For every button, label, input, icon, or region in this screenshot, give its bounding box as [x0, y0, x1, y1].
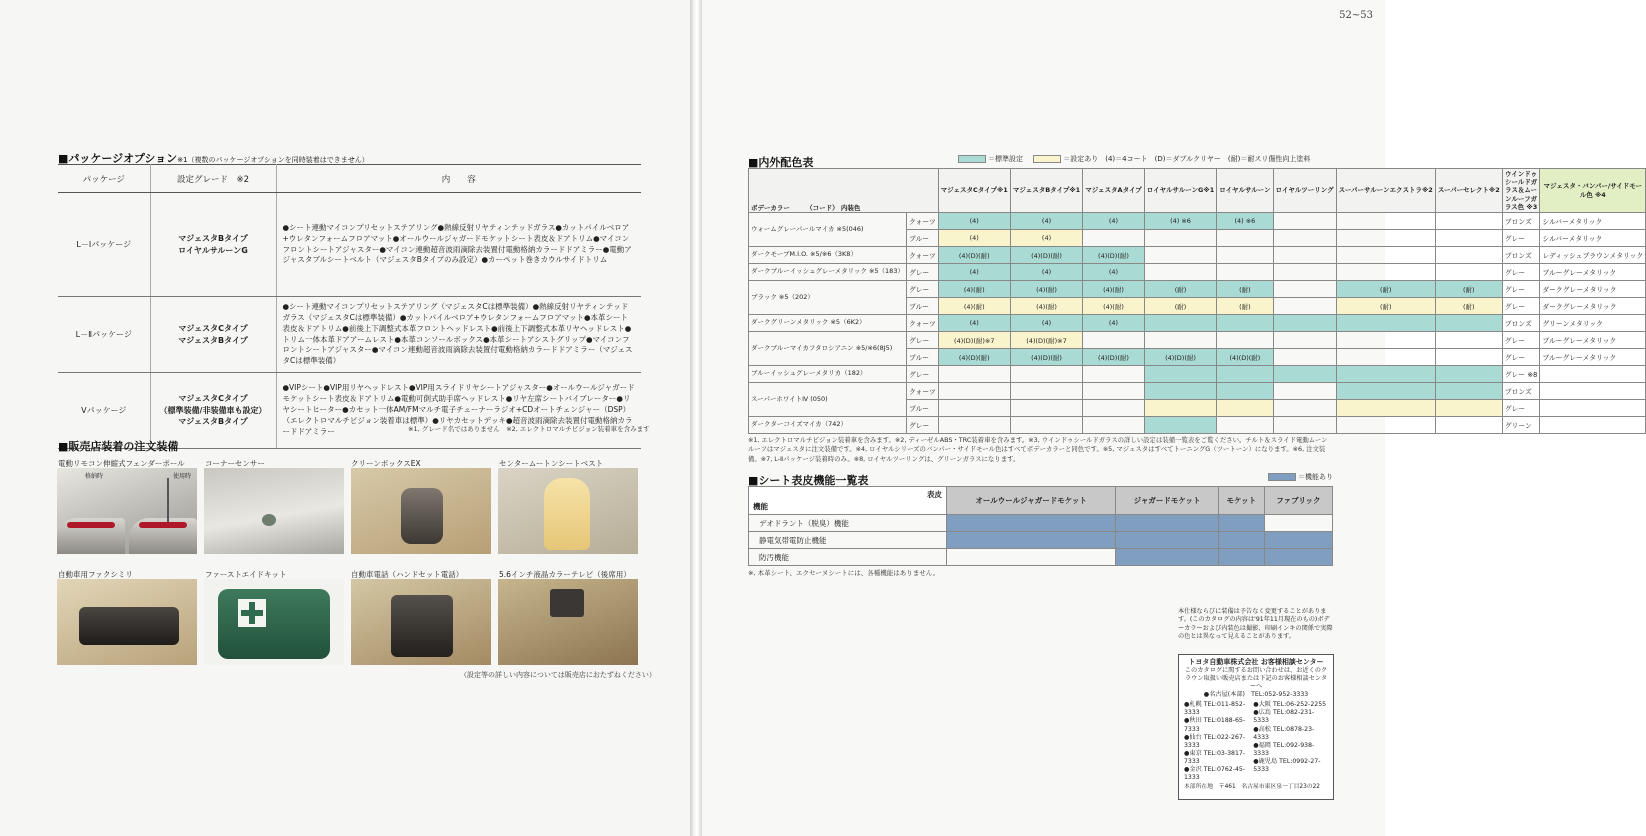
grade-cell: (4)(D)(耐) [938, 349, 1010, 366]
notice-text: 本仕様ならびに装備は予告なく変更することがあります。(このカタログの内容は'91年11月現在のもの)ボデーカラーおよび内装色は撮影、印刷インキの関係で実際の色とは異なって見えることがあります。 [1178, 608, 1333, 641]
package-name: Vパッケージ [58, 373, 150, 449]
package-header-grade: 設定グレード ※2 [150, 165, 276, 193]
legend-available-swatch [1033, 155, 1061, 163]
color-table-title: ■内外配色表 [748, 156, 814, 169]
seat-function-table [748, 486, 1333, 566]
body-color-name: ウォームグレーパールマイカ ※5(046) [749, 213, 907, 247]
seat-corner-bottom: 機能 [753, 502, 768, 511]
grade-cell: (耐) [1435, 281, 1502, 298]
grade-cell [1010, 417, 1082, 434]
grade-cell [1010, 383, 1082, 400]
grade-cell [1273, 298, 1336, 315]
color-row [749, 315, 1646, 332]
grade-cell [1217, 230, 1273, 247]
grade-cell: (4)(耐) [938, 281, 1010, 298]
page-gutter [690, 0, 702, 836]
grade-cell [1336, 417, 1435, 434]
interior-color: クォーツ [906, 315, 938, 332]
grade-cell: (4)(D)(耐) [1010, 247, 1082, 264]
seat-function-name: 防汚機能 [749, 549, 947, 566]
grade-cell [1144, 417, 1216, 434]
grade-cell: (4)(耐) [1010, 281, 1082, 298]
grade-header: ロイヤルサルーン [1217, 169, 1273, 213]
grade-cell [1217, 366, 1273, 383]
seat-legend [1268, 472, 1333, 482]
grade-cell: (4)(D)(耐)※7 [938, 332, 1010, 349]
glass-color-cell: ブロンズ [1502, 383, 1540, 400]
seat-vest-photo [498, 468, 638, 554]
color-row [749, 366, 1646, 383]
color-body-header: ボデーカラー （コード） [751, 203, 839, 212]
grade-cell: (4)(耐) [1083, 281, 1145, 298]
color-inner-header: 内装色 [840, 203, 861, 212]
grade-cell [1273, 315, 1336, 332]
grade-cell [1336, 332, 1435, 349]
function-yes-cell [1264, 549, 1332, 566]
interior-color: グレー [906, 281, 938, 298]
color-combination-table [748, 168, 1646, 434]
grade-cell [1083, 383, 1145, 400]
grade-cell: (耐) [1336, 298, 1435, 315]
office-phone: ●高松 TEL:0878-23-4333 [1253, 725, 1315, 741]
color-corner-header [749, 169, 939, 213]
grade-cell [1217, 264, 1273, 281]
glass-color-cell: ブロンズ [1502, 247, 1540, 264]
corner-sensor-photo [204, 468, 344, 554]
color-row [749, 417, 1646, 434]
grade-cell [1435, 383, 1502, 400]
office-phone: ●福岡 TEL:092-938-3333 [1253, 741, 1315, 757]
grade-cell [1336, 264, 1435, 281]
interior-color: ブルー [906, 230, 938, 247]
interior-color: クォーツ [906, 247, 938, 264]
grade-cell [1435, 366, 1502, 383]
grade-cell [1144, 264, 1216, 281]
office-phone: ●大阪 TEL:06-252-2255 [1253, 701, 1327, 709]
grade-cell [1336, 213, 1435, 230]
glass-color-cell: グレー ※8 [1502, 366, 1540, 383]
color-row [749, 281, 1646, 298]
grade-cell: (耐) [1217, 298, 1273, 315]
seat-function-name: 静電気帯電防止機能 [749, 532, 947, 549]
legend-standard-text: ＝標準設定 [988, 155, 1023, 163]
body-color-name: スーパーホワイトⅣ (050) [749, 383, 907, 417]
grade-cell: (4) [1083, 213, 1145, 230]
office-phone: ●秋田 TEL:0188-65-7333 [1184, 717, 1246, 733]
first-aid-kit-photo [204, 579, 344, 665]
body-color-name: ダークターコイズマイカ（742） [749, 417, 907, 434]
body-color-name: ダークブルーイッシュグレーメタリック ※5（183） [749, 264, 907, 281]
main-office: ●名古屋(本部) TEL:052-952-3333 [1203, 691, 1309, 699]
grade-cell [1273, 230, 1336, 247]
glass-color-cell: グレー [1502, 349, 1540, 366]
body-color-name: ダークグリーンメタリック ※5（6K2） [749, 315, 907, 332]
grade-cell [1144, 315, 1216, 332]
grade-cell [1435, 315, 1502, 332]
legend-standard-swatch [958, 155, 986, 163]
grade-cell [1217, 417, 1273, 434]
color-row [749, 264, 1646, 281]
grade-cell [1336, 349, 1435, 366]
office-phone: ●鹿児島 TEL:0992-27-5333 [1253, 757, 1321, 773]
grade-cell [1273, 383, 1336, 400]
car-phone-photo [351, 579, 491, 665]
function-yes-cell [947, 515, 1116, 532]
grade-cell [1144, 366, 1216, 383]
grade-cell [1435, 247, 1502, 264]
grade-cell [1144, 247, 1216, 264]
fabric-header: モケット [1218, 487, 1264, 515]
glass-color-cell: ブロンズ [1502, 315, 1540, 332]
facsimile-photo [57, 579, 197, 665]
grade-cell: (4)(D)(耐) [938, 247, 1010, 264]
grade-cell: (4) [938, 315, 1010, 332]
package-title-note: ※1（複数のパッケージオプションを同時装着はできません） [177, 156, 369, 164]
grade-cell: (4) [1010, 264, 1082, 281]
grade-cell [1217, 383, 1273, 400]
photo-caption: 電動リモコン伸縮式フェンダーポール [58, 459, 185, 468]
grade-cell: (4)(耐) [1083, 298, 1145, 315]
grade-cell [1273, 417, 1336, 434]
seat-legend-text: ＝機能あり [1298, 473, 1333, 481]
function-no-cell [947, 549, 1116, 566]
bumper-color-cell: シルバーメタリック [1540, 213, 1646, 230]
grade-cell [938, 400, 1010, 417]
grade-cell: (4)(D)(耐)※7 [1010, 332, 1082, 349]
grade-cell: (4) [938, 230, 1010, 247]
grade-cell [1273, 349, 1336, 366]
grade-cell [938, 383, 1010, 400]
package-row [58, 297, 641, 373]
grade-cell [1435, 349, 1502, 366]
grade-cell: (4)(D)(耐) [1083, 247, 1145, 264]
seat-corner-top: 表皮 [927, 490, 942, 499]
grade-header: スーパーサルーンエクストラ※2 [1336, 169, 1435, 213]
grade-cell: (4)(耐) [1010, 298, 1082, 315]
grade-cell [1435, 400, 1502, 417]
bumper-color-cell: グリーンメタリック [1540, 315, 1646, 332]
seat-header-row [749, 487, 1333, 515]
interior-color: グレー [906, 366, 938, 383]
interior-color: ブルー [906, 400, 938, 417]
glass-color-header: ウインドゥシールドガラス＆ムーンルーフガラス色 ※3 [1502, 169, 1540, 213]
package-header-content: 内 容 [276, 165, 641, 193]
grade-cell [1144, 383, 1216, 400]
photo-caption: センタームートンシートベスト [499, 459, 604, 468]
seat-function-name: デオドラント（脱臭）機能 [749, 515, 947, 532]
function-yes-cell [947, 532, 1116, 549]
customer-center-text: このカタログに関するお問い合わせは、お近くのクラウン取扱い販売店または下記のお客様相談センターへ [1184, 667, 1328, 691]
office-phone: ●広島 TEL:082-231-5333 [1253, 709, 1315, 725]
interior-color: グレー [906, 417, 938, 434]
photo-caption: 自動車用ファクシミリ [58, 570, 133, 579]
grade-cell [1336, 383, 1435, 400]
grade-cell [1336, 366, 1435, 383]
package-header-package: パッケージ [58, 165, 150, 193]
glass-color-cell: グレー [1502, 400, 1540, 417]
fabric-header: オールウールジャガードモケット [947, 487, 1116, 515]
grade-header: マジェスタBタイプ※1 [1010, 169, 1082, 213]
bumper-color-cell: ダークグレーメタリック [1540, 281, 1646, 298]
rear-tv-photo [498, 579, 638, 665]
color-row [749, 247, 1646, 264]
glass-color-cell: グレー [1502, 264, 1540, 281]
interior-color: グレー [906, 332, 938, 349]
grade-cell [1273, 332, 1336, 349]
grade-cell [1336, 315, 1435, 332]
dealer-footnote: （設定等の詳しい内容については販売店におたずねください） [460, 671, 656, 679]
function-yes-cell [1116, 515, 1218, 532]
grade-cell [1217, 400, 1273, 417]
photo-caption: クリーンボックスEX [351, 459, 421, 468]
grade-cell: (4)(D)(耐) [1083, 349, 1145, 366]
glass-color-cell: グレー [1502, 332, 1540, 349]
grade-cell: (4) [1010, 315, 1082, 332]
grade-cell [1144, 332, 1216, 349]
bumper-color-cell [1540, 400, 1646, 417]
grade-cell [1217, 332, 1273, 349]
body-color-name: ブルーイッシュグレーメタリカ（182） [749, 366, 907, 383]
customer-center-title: トヨタ自動車株式会社 お客様相談センター [1188, 658, 1324, 666]
package-name: L－Ⅰパッケージ [58, 193, 150, 297]
seat-footnote: ※, 本革シート、エクセーヌシートには、各種機能はありません。 [748, 569, 940, 577]
page-number: 52~53 [1339, 10, 1373, 21]
grade-cell [938, 417, 1010, 434]
package-grade: マジェスタCタイプ （標準装備/非装備車も設定） マジェスタBタイプ [150, 373, 276, 449]
bumper-color-cell: ブルーグレーメタリック [1540, 332, 1646, 349]
package-title-text: ■パッケージオプション [58, 152, 178, 165]
grade-cell [1010, 366, 1082, 383]
bumper-color-cell: シルバーメタリック [1540, 230, 1646, 247]
clean-box-photo [351, 468, 491, 554]
glass-color-cell: グレー [1502, 281, 1540, 298]
bumper-color-cell [1540, 417, 1646, 434]
package-grade: マジェスタBタイプ ロイヤルサルーンG [150, 193, 276, 297]
grade-cell [1083, 230, 1145, 247]
office-list-left [1184, 701, 1253, 782]
bumper-color-cell [1540, 366, 1646, 383]
grade-cell [1273, 400, 1336, 417]
grade-cell [1435, 264, 1502, 281]
pole-label: 使用時 [173, 473, 192, 480]
function-no-cell [1264, 515, 1332, 532]
interior-color: ブルー [906, 298, 938, 315]
glass-color-cell: グリーン [1502, 417, 1540, 434]
grade-cell [1273, 281, 1336, 298]
grade-header: ロイヤルツーリング [1273, 169, 1336, 213]
grade-cell: (4)(D)(耐) [1010, 349, 1082, 366]
body-color-name: ブラック ※5（202） [749, 281, 907, 315]
bumper-color-cell: レディッシュブラウンメタリック [1540, 247, 1646, 264]
grade-header: マジェスタCタイプ※1 [938, 169, 1010, 213]
color-row [749, 213, 1646, 230]
grade-cell [1336, 400, 1435, 417]
grade-cell [1435, 417, 1502, 434]
package-name: L－Ⅱパッケージ [58, 297, 150, 373]
grade-cell: (4)(D)(耐) [1144, 349, 1216, 366]
office-phone: ●札幌 TEL:011-852-3333 [1184, 701, 1246, 717]
grade-cell [1435, 213, 1502, 230]
color-row [749, 332, 1646, 349]
bumper-color-cell: ブルーグレーメタリック [1540, 349, 1646, 366]
package-content: ●シート連動マイコンプリセットステアリング●熱線反射リヤティンテッドガラス●カットパイルベロア+ウレタンフォームフロアマット●オールウールジャガードモケットシート表皮＆ドアトリム●マイコンフロントシートアジャスター●マイコン連動超音波雨滴除去装置付電動格納カラードドアミラー●電動アジャスタブルシートベルト（マジェスタBタイプのみ設定）●カーペット巻きカウルサイドトリム [276, 193, 641, 297]
fender-pole-photo [57, 468, 197, 554]
grade-cell [1083, 400, 1145, 417]
photo-caption: コーナーセンサー [205, 459, 265, 468]
bumper-color-header: マジェスタ・バンパー/サイドモール色 ※4 [1540, 169, 1646, 213]
office-phone: ●仙台 TEL:022-267-3333 [1184, 733, 1246, 749]
office-phone: ●東京 TEL:03-3817-7333 [1184, 749, 1246, 765]
photo-caption: 自動車電話（ハンドセット電話） [351, 570, 464, 579]
grade-cell: (耐) [1435, 298, 1502, 315]
grade-cell: (4) [938, 213, 1010, 230]
office-list-right [1253, 701, 1328, 782]
photo-caption: ファーストエイドキット [205, 570, 287, 579]
function-yes-cell [1116, 549, 1218, 566]
bumper-color-cell: ブルーグレーメタリック [1540, 264, 1646, 281]
grade-cell [1083, 366, 1145, 383]
photo-caption: 5.6インチ液晶カラーテレビ（後席用） [499, 570, 631, 579]
grade-header: マジェスタAタイプ [1083, 169, 1145, 213]
glass-color-cell: グレー [1502, 298, 1540, 315]
package-header-row [58, 165, 641, 193]
seat-row [749, 549, 1333, 566]
function-yes-cell [1218, 515, 1264, 532]
office-columns [1184, 701, 1328, 782]
grade-cell: (4) ※6 [1144, 213, 1216, 230]
package-content: ●シート連動マイコンプリセットステアリング（マジェスタCは標準装備）●熱線反射リヤティンテッドガラス（マジェスタCは標準装備）●カットパイルベロア+ウレタンフォームフロアマット●本革シート表皮＆ドアトリム●前後上下調整式本革フロントヘッドレスト●前後上下調整式本革リヤヘッドレスト●トリム一体本革ドアアームレスト●本革コンソールボックス●本革シートアシストグリップ●マイコンフロントシートアジャスター●マイコン連動超音波雨滴除去装置付電動格納カラードドアミラー（マジェスタCは標準装備） [276, 297, 641, 373]
grade-cell: (耐) [1217, 281, 1273, 298]
grade-cell [1010, 400, 1082, 417]
function-yes-cell [1116, 532, 1218, 549]
body-color-name: ダークモーブM.I.O. ※5/※6（3K8） [749, 247, 907, 264]
seat-row [749, 532, 1333, 549]
grade-cell [1273, 264, 1336, 281]
glass-color-cell: グレー [1502, 230, 1540, 247]
grade-cell [1336, 247, 1435, 264]
package-table [58, 164, 641, 449]
office-phone: ●金沢 TEL:0762-45-1333 [1184, 765, 1246, 781]
bumper-color-cell [1540, 383, 1646, 400]
grade-cell: (4)(D)(耐) [1217, 349, 1273, 366]
seat-corner [749, 487, 947, 515]
interior-color: グレー [906, 264, 938, 281]
grade-cell: (4) [1083, 264, 1145, 281]
grade-cell [1083, 332, 1145, 349]
interior-color: クォーツ [906, 383, 938, 400]
grade-cell [1217, 247, 1273, 264]
grade-cell [1273, 366, 1336, 383]
dealer-title: ■販売店装着の注文装備 [58, 440, 179, 453]
grade-cell: (耐) [1336, 281, 1435, 298]
package-footnote: ※1, グレード名ではありません ※2, エレクトロマルチビジョン装着車を含みます [408, 425, 650, 433]
head-office-address: 本部所在地 〒461 名古屋市東区泉一丁目23の22 [1184, 783, 1320, 790]
grade-cell: (4) ※6 [1217, 213, 1273, 230]
grade-cell: (耐) [1144, 281, 1216, 298]
legend-available-text: ＝設定あり (4)＝4コート (D)＝ダブルクリヤー (耐)＝耐スリ傷性向上塗料 [1063, 155, 1311, 163]
grade-cell [938, 366, 1010, 383]
package-row [58, 193, 641, 297]
function-yes-cell [1264, 532, 1332, 549]
grade-cell [1144, 400, 1216, 417]
grade-cell [1273, 213, 1336, 230]
package-content: ●VIPシート●VIP用リヤヘッドレスト●VIP用スライドリヤシートアジャスター●オールウールジャガードモケットシート表皮＆ドアトリム●電動可倒式助手席ヘッドレスト●リヤ左席シートバイブレーター●リヤシートヒーター●カセット一体AM/FMマルチ電子チューナーラジオ+CDオートチェンジャー（DSP）（エレクトロマルチビジョン装着車は標準）●リヤカセットデッキ●超音波雨滴除去装置付電動格納カラードドアミラー [276, 373, 641, 449]
color-header-row [749, 169, 1646, 213]
seat-legend-swatch [1268, 473, 1296, 481]
grade-header: スーパーセレクト※2 [1435, 169, 1502, 213]
grade-cell [1217, 315, 1273, 332]
seat-table-title: ■シート表皮機能一覧表 [748, 474, 869, 487]
grade-cell: (4) [1010, 213, 1082, 230]
glass-color-cell: ブロンズ [1502, 213, 1540, 230]
grade-header: ロイヤルサルーンG※1 [1144, 169, 1216, 213]
color-footnote: ※1, エレクトロマルチビジョン装着車を含みます。※2, ディーゼルABS・TRC装着車を含みます。※3, ウインドゥシールドガラスの詳しい設定は装備一覧表をご覧ください。チルト＆スライド電動ムーンルーフはマジェスタに注文装備です。※4, ロイヤルシリーズのバンパー・サイドモール色はすべてボデーカラーと同色です。※5, マジェスタはすべてトーニングG（ツートーン）になります。※6, 注文装備。※7, L-Ⅱパッケージ装着時のみ。※8, ロイヤルツーリングは、グリーンガラスになります。 [748, 436, 1328, 463]
fabric-header: ジャガードモケット [1116, 487, 1218, 515]
pole-label: 格納時 [85, 473, 104, 480]
grade-cell [1435, 332, 1502, 349]
grade-cell: (4) [938, 264, 1010, 281]
seat-row [749, 515, 1333, 532]
color-legend [958, 154, 1310, 164]
grade-cell: (4) [1010, 230, 1082, 247]
grade-cell: (4)(耐) [938, 298, 1010, 315]
grade-cell [1144, 230, 1216, 247]
fabric-header: ファブリック [1264, 487, 1332, 515]
color-row [749, 383, 1646, 400]
grade-cell [1336, 230, 1435, 247]
function-yes-cell [1218, 549, 1264, 566]
grade-cell [1435, 230, 1502, 247]
grade-cell: (4) [1083, 315, 1145, 332]
bumper-color-cell: ダークグレーメタリック [1540, 298, 1646, 315]
body-color-name: ダークブルーマイカフタロシアニン ※5/※6(8J5) [749, 332, 907, 366]
function-yes-cell [1218, 532, 1264, 549]
customer-center-box [1178, 654, 1334, 800]
grade-cell: (耐) [1144, 298, 1216, 315]
package-grade: マジェスタCタイプ マジェスタBタイプ [150, 297, 276, 373]
interior-color: クォーツ [906, 213, 938, 230]
interior-color: ブルー [906, 349, 938, 366]
grade-cell [1273, 247, 1336, 264]
grade-cell [1083, 417, 1145, 434]
